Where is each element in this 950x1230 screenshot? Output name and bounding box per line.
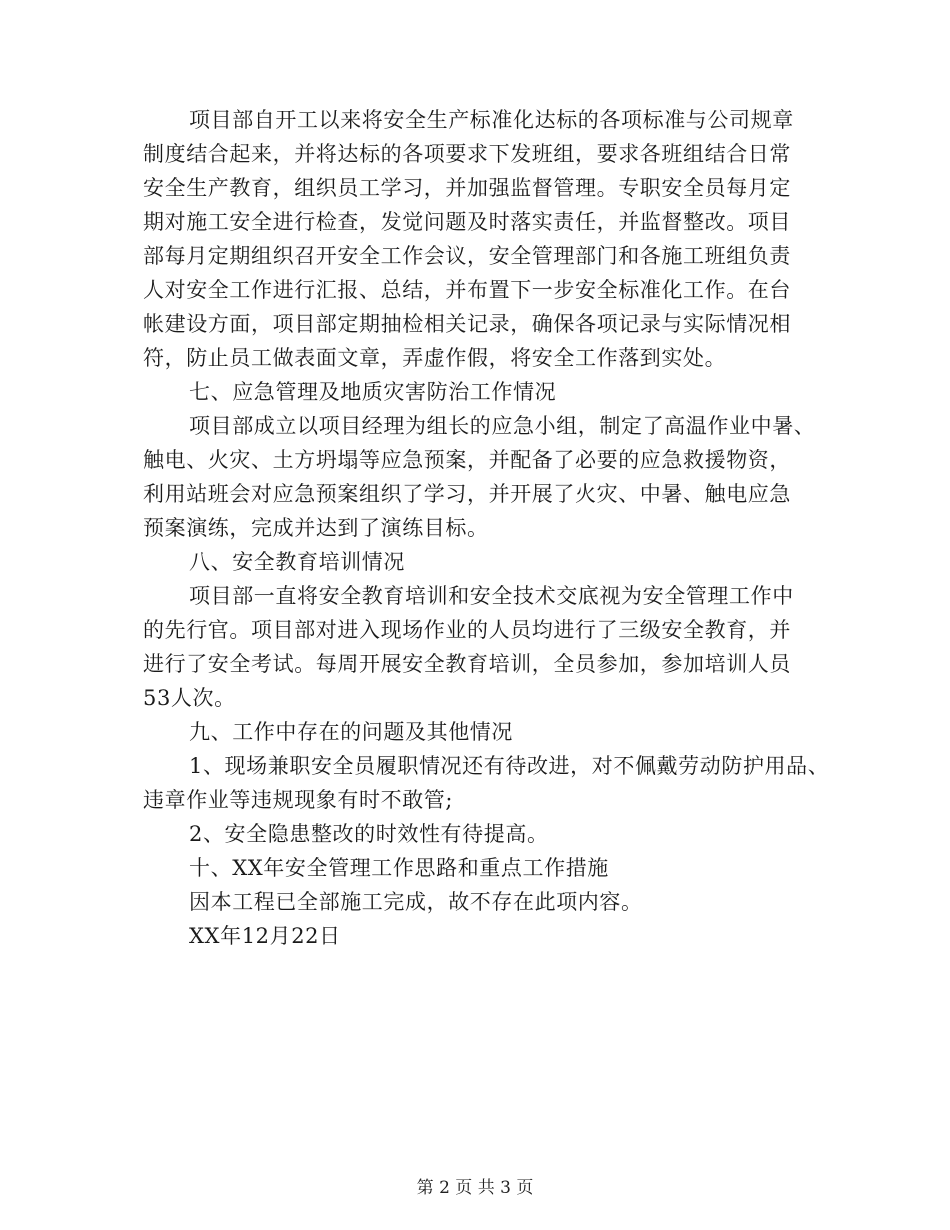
list-item: 2、安全隐患整改的时效性有待提高。 [189,822,549,846]
section-heading: 八、安全教育培训情况 [189,550,405,574]
section-heading: 七、应急管理及地质灾害防治工作情况 [189,380,557,404]
text-line: 安全生产教育，组织员工学习，并加强监督管理。专职安全员每月定 [143,176,791,200]
section-heading: 十、XX年安全管理工作思路和重点工作措施 [189,856,609,880]
text-line: 53人次。 [143,686,236,710]
list-item: 1、现场兼职安全员履职情况还有待改进，对不佩戴劳动防护用品、 [189,754,830,778]
text-line: 项目部自开工以来将安全生产标准化达标的各项标准与公司规章 [189,108,794,132]
text-line: 违章作业等违规现象有时不敢管; [143,788,454,812]
text-line: 的先行官。项目部对进入现场作业的人员均进行了三级安全教育，并 [143,618,791,642]
section-heading: 九、工作中存在的问题及其他情况 [189,720,513,744]
page-number-footer: 第 2 页 共 3 页 [416,1178,534,1198]
text-line: 符，防止员工做表面文章，弄虚作假，将安全工作落到实处。 [143,346,727,370]
text-line: 项目部一直将安全教育培训和安全技术交底视为安全管理工作中 [189,584,794,608]
text-line: 进行了安全考试。每周开展安全教育培训，全员参加，参加培训人员 [143,652,791,676]
text-line: 人对安全工作进行汇报、总结，并布置下一步安全标准化工作。在台 [143,278,791,302]
document-date: XX年12月22日 [189,924,341,948]
text-line: 因本工程已全部施工完成，故不存在此项内容。 [189,890,643,914]
text-line: 部每月定期组织召开安全工作会议，安全管理部门和各施工班组负责 [143,244,791,268]
text-line: 触电、火灾、土方坍塌等应急预案，并配备了必要的应急救援物资， [143,448,791,472]
text-line: 制度结合起来，并将达标的各项要求下发班组，要求各班组结合日常 [143,142,791,166]
text-line: 项目部成立以项目经理为组长的应急小组，制定了高温作业中暑、 [189,414,816,438]
text-line: 期对施工安全进行检查，发觉问题及时落实责任，并监督整改。项目 [143,210,791,234]
text-line: 预案演练，完成并达到了演练目标。 [143,516,489,540]
text-line: 利用站班会对应急预案组织了学习，并开展了火灾、中暑、触电应急 [143,482,791,506]
text-line: 帐建设方面，项目部定期抽检相关记录，确保各项记录与实际情况相 [143,312,791,336]
